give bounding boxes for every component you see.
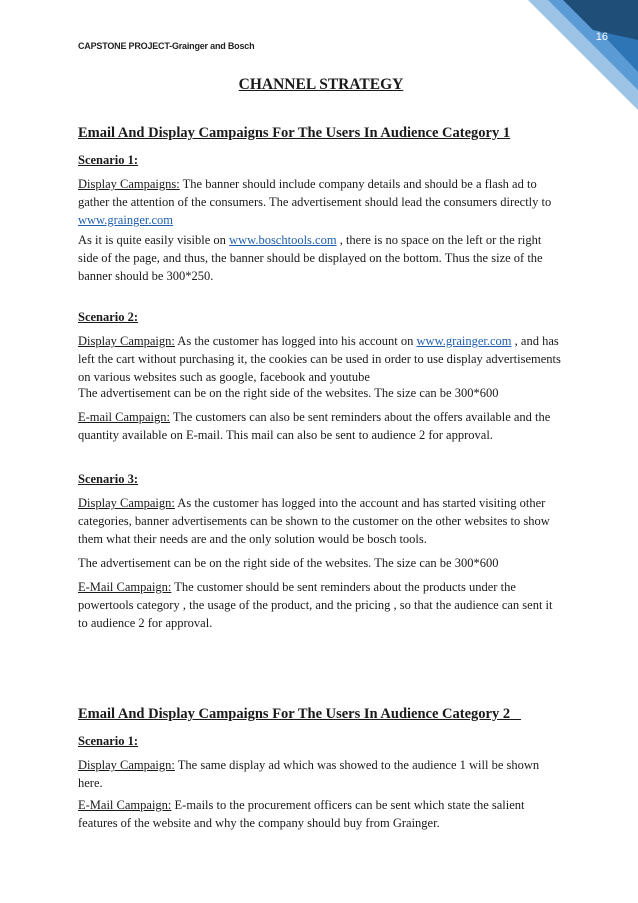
paragraph: The advertisement can be on the right side of the websites. The size can be 300*600 xyxy=(78,386,499,400)
scenario-label: Scenario 1: xyxy=(78,153,139,167)
paragraph-lead: Display Campaign: xyxy=(78,496,175,510)
paragraph: E-Mail Campaign: E-mails to the procurement officers can be sent which state the salient features of the website and why the company should buy from Grainger. xyxy=(78,798,525,830)
page-title: CHANNEL STRATEGY xyxy=(238,76,404,93)
scenario-label: Scenario 2: xyxy=(78,310,139,324)
paragraph-lead: Display Campaigns: xyxy=(78,177,180,191)
paragraph-lead: E-Mail Campaign: xyxy=(78,580,172,594)
paragraph-lead: E-mail Campaign: xyxy=(78,410,170,424)
section-heading-audience-2: Email And Display Campaigns For The Users In Audience Category 2 xyxy=(78,706,511,722)
paragraph-lead: E-Mail Campaign: xyxy=(78,798,172,812)
paragraph: Display Campaign: As the customer has logged into his account on www.grainger.com , and has left the cart without purchasing it, the cookies can be used in order to use display advertisements on various websites such as google, facebook and youtube xyxy=(78,334,561,384)
running-header: CAPSTONE PROJECT-Grainger and Bosch xyxy=(78,41,255,51)
page-number: 16 xyxy=(595,31,608,43)
scenario-label: Scenario 1: xyxy=(78,734,139,748)
paragraph-lead: Display Campaign: xyxy=(78,758,175,772)
scenario-label: Scenario 3: xyxy=(78,472,139,486)
paragraph: Display Campaign: As the customer has logged into the account and has started visiting other categories, banner advertisements can be shown to the customer on the other websites to show them what their needs are and the only solution would be bosch tools. xyxy=(78,496,550,546)
paragraph: As it is quite easily visible on www.boschtools.com , there is no space on the left or the right side of the page, and thus, the banner should be displayed on the bottom. Thus the size of the banner should be 300*250. xyxy=(78,233,543,283)
grainger-link[interactable]: www.grainger.com xyxy=(78,213,173,227)
paragraph: Display Campaigns: The banner should include company details and should be a flash ad to gather the attention of the consumers. The advertisement should lead the consumers directly to www.grainger.com xyxy=(78,177,552,227)
paragraph: E-Mail Campaign: The customer should be sent reminders about the products under the powertools category , the usage of the product, and the pricing , so that the audience can sent it to audience 2 for approval. xyxy=(78,580,553,630)
grainger-link[interactable]: www.grainger.com xyxy=(416,334,512,348)
paragraph: Display Campaign: The same display ad which was showed to the audience 1 will be shown here. xyxy=(78,758,540,790)
paragraph: The advertisement can be on the right side of the websites. The size can be 300*600 xyxy=(78,556,499,570)
paragraph: E-mail Campaign: The customers can also be sent reminders about the offers available and the quantity available on E-mail. This mail can also be sent to audience 2 for approval. xyxy=(78,410,551,442)
paragraph-lead: Display Campaign: xyxy=(78,334,175,348)
section-heading-audience-1: Email And Display Campaigns For The Users In Audience Category 1 xyxy=(78,125,511,141)
boschtools-link[interactable]: www.boschtools.com xyxy=(229,233,337,247)
